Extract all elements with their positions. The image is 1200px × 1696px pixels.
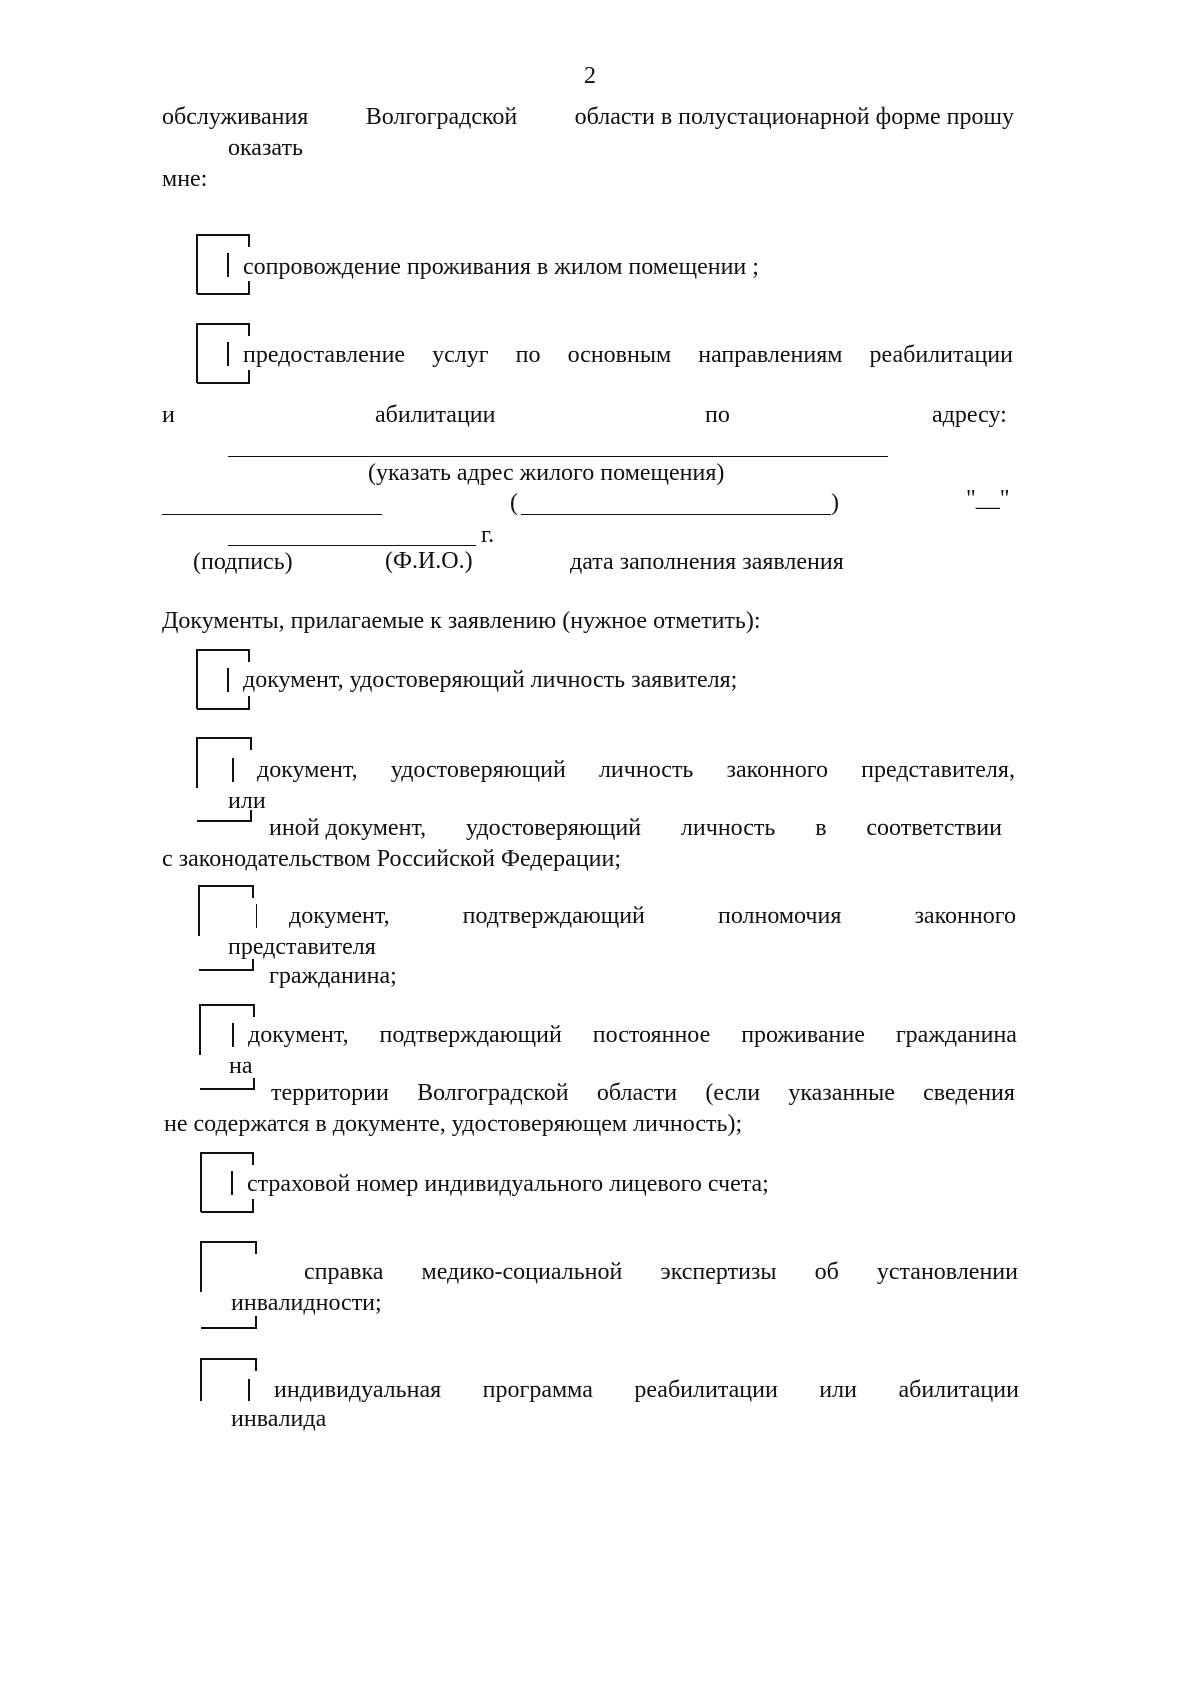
intro-word: обслуживания bbox=[162, 104, 309, 130]
address-field-line[interactable] bbox=[228, 456, 888, 457]
doc7-word: индивидуальная bbox=[274, 1377, 442, 1403]
address-word-address: адресу: bbox=[932, 402, 1007, 428]
doc6-word: экспертизы bbox=[660, 1259, 777, 1285]
checkbox-bracket-icon bbox=[196, 1003, 258, 1095]
doc2-word: иной документ, bbox=[269, 815, 427, 841]
doc4-word: подтверждающий bbox=[379, 1022, 562, 1048]
doc2-line-2: или bbox=[228, 788, 266, 814]
rehab-word: услуг bbox=[432, 342, 489, 368]
doc2-word: в bbox=[815, 815, 827, 841]
doc2-word: соответствии bbox=[866, 815, 1002, 841]
signature-label: (подпись) bbox=[193, 549, 293, 575]
doc3-line-2: представителя bbox=[228, 934, 376, 960]
fio-paren-open: ( bbox=[510, 490, 518, 516]
doc2-word: документ, bbox=[257, 757, 358, 783]
doc4-line-2: на bbox=[229, 1053, 253, 1079]
rehab-word: предоставление bbox=[243, 342, 406, 368]
doc4-word: указанные bbox=[788, 1080, 895, 1106]
document-checkbox-residence[interactable] bbox=[196, 1003, 258, 1095]
doc4-word: проживание bbox=[741, 1022, 865, 1048]
doc4-line-1 bbox=[248, 1021, 1017, 1049]
doc7-line-1 bbox=[274, 1376, 1019, 1404]
doc7-line-2: инвалида bbox=[231, 1406, 327, 1432]
service-label-housing: сопровождение проживания в жилом помещении ; bbox=[243, 254, 759, 280]
rehab-word: реабилитации bbox=[869, 342, 1013, 368]
date-label: дата заполнения заявления bbox=[570, 549, 844, 575]
address-word-by: по bbox=[705, 402, 730, 428]
doc7-word: программа bbox=[482, 1377, 593, 1403]
document-label-applicant-id: документ, удостоверяющий личность заявителя; bbox=[243, 667, 738, 693]
doc7-word: или bbox=[819, 1377, 857, 1403]
document-checkbox-mse-certificate[interactable] bbox=[197, 1240, 263, 1332]
doc4-word: сведения bbox=[923, 1080, 1015, 1106]
document-label-snils: страховой номер индивидуального лицевого счета; bbox=[247, 1171, 769, 1197]
date-quotes: "__" bbox=[966, 486, 1010, 512]
doc6-line-2: инвалидности; bbox=[231, 1290, 382, 1316]
address-caption: (указать адрес жилого помещения) bbox=[368, 460, 725, 486]
doc6-word: об bbox=[814, 1259, 839, 1285]
doc3-word: законного bbox=[914, 903, 1016, 929]
page-number: 2 bbox=[584, 63, 596, 89]
document-checkbox-ipra[interactable] bbox=[197, 1357, 263, 1407]
doc2-line-1 bbox=[257, 756, 1015, 784]
address-word-habilitation: абилитации bbox=[375, 402, 496, 428]
doc7-word: реабилитации bbox=[634, 1377, 778, 1403]
doc2-word: личность bbox=[680, 815, 776, 841]
intro-word: области в полустационарной форме прошу bbox=[574, 104, 1014, 130]
doc6-line-1 bbox=[304, 1258, 1018, 1286]
rehab-word: направлениям bbox=[698, 342, 843, 368]
doc4-line-3 bbox=[271, 1079, 1015, 1107]
doc2-line-4: с законодательством Российской Федерации; bbox=[162, 846, 622, 872]
date-field-line[interactable] bbox=[228, 545, 476, 546]
doc4-line-4: не содержатся в документе, удостоверяющем личность); bbox=[164, 1111, 743, 1137]
doc2-word: представителя, bbox=[861, 757, 1015, 783]
doc3-word: полномочия bbox=[717, 903, 842, 929]
documents-heading: Документы, прилагаемые к заявлению (нужное отметить): bbox=[162, 608, 761, 634]
doc6-word: установлении bbox=[876, 1259, 1018, 1285]
doc2-word: законного bbox=[726, 757, 829, 783]
doc2-word: удостоверяющий bbox=[465, 815, 642, 841]
doc4-word: гражданина bbox=[895, 1022, 1017, 1048]
doc7-word: абилитации bbox=[898, 1377, 1019, 1403]
rehab-word: по bbox=[515, 342, 541, 368]
doc3-line-1 bbox=[289, 902, 1016, 930]
checkbox-bracket-icon bbox=[197, 1357, 263, 1407]
intro-line-3: мне: bbox=[162, 166, 208, 192]
doc4-word: Волгоградской bbox=[417, 1080, 569, 1106]
checkbox-bracket-icon bbox=[197, 1240, 263, 1332]
doc3-word: документ, bbox=[289, 903, 390, 929]
service-label-rehab bbox=[243, 341, 1013, 369]
doc6-word: медико-социальной bbox=[421, 1259, 623, 1285]
doc2-word: удостоверяющий bbox=[390, 757, 566, 783]
rehab-word: основным bbox=[567, 342, 672, 368]
doc4-word: области bbox=[596, 1080, 678, 1106]
signature-field-line[interactable] bbox=[162, 514, 382, 515]
doc2-line-3 bbox=[269, 814, 1002, 842]
document-checkbox-authority[interactable] bbox=[195, 884, 257, 976]
intro-word: Волгоградской bbox=[365, 104, 518, 130]
fio-paren-close: ) bbox=[831, 490, 839, 516]
doc6-word: справка bbox=[304, 1259, 384, 1285]
doc4-word: постоянное bbox=[592, 1022, 711, 1048]
address-word-and: и bbox=[162, 402, 175, 428]
doc4-word: территории bbox=[271, 1080, 389, 1106]
checkbox-bracket-icon bbox=[195, 884, 257, 976]
doc3-word: подтверждающий bbox=[462, 903, 645, 929]
doc4-word: документ, bbox=[248, 1022, 349, 1048]
doc3-line-3: гражданина; bbox=[269, 963, 397, 989]
intro-line-1 bbox=[162, 103, 1014, 131]
doc4-word: (если bbox=[705, 1080, 761, 1106]
fio-field-line[interactable] bbox=[521, 514, 831, 515]
doc2-word: личность bbox=[598, 757, 694, 783]
intro-line-2: оказать bbox=[228, 135, 303, 161]
year-suffix: г. bbox=[481, 522, 495, 548]
fio-label: (Ф.И.О.) bbox=[385, 548, 473, 574]
